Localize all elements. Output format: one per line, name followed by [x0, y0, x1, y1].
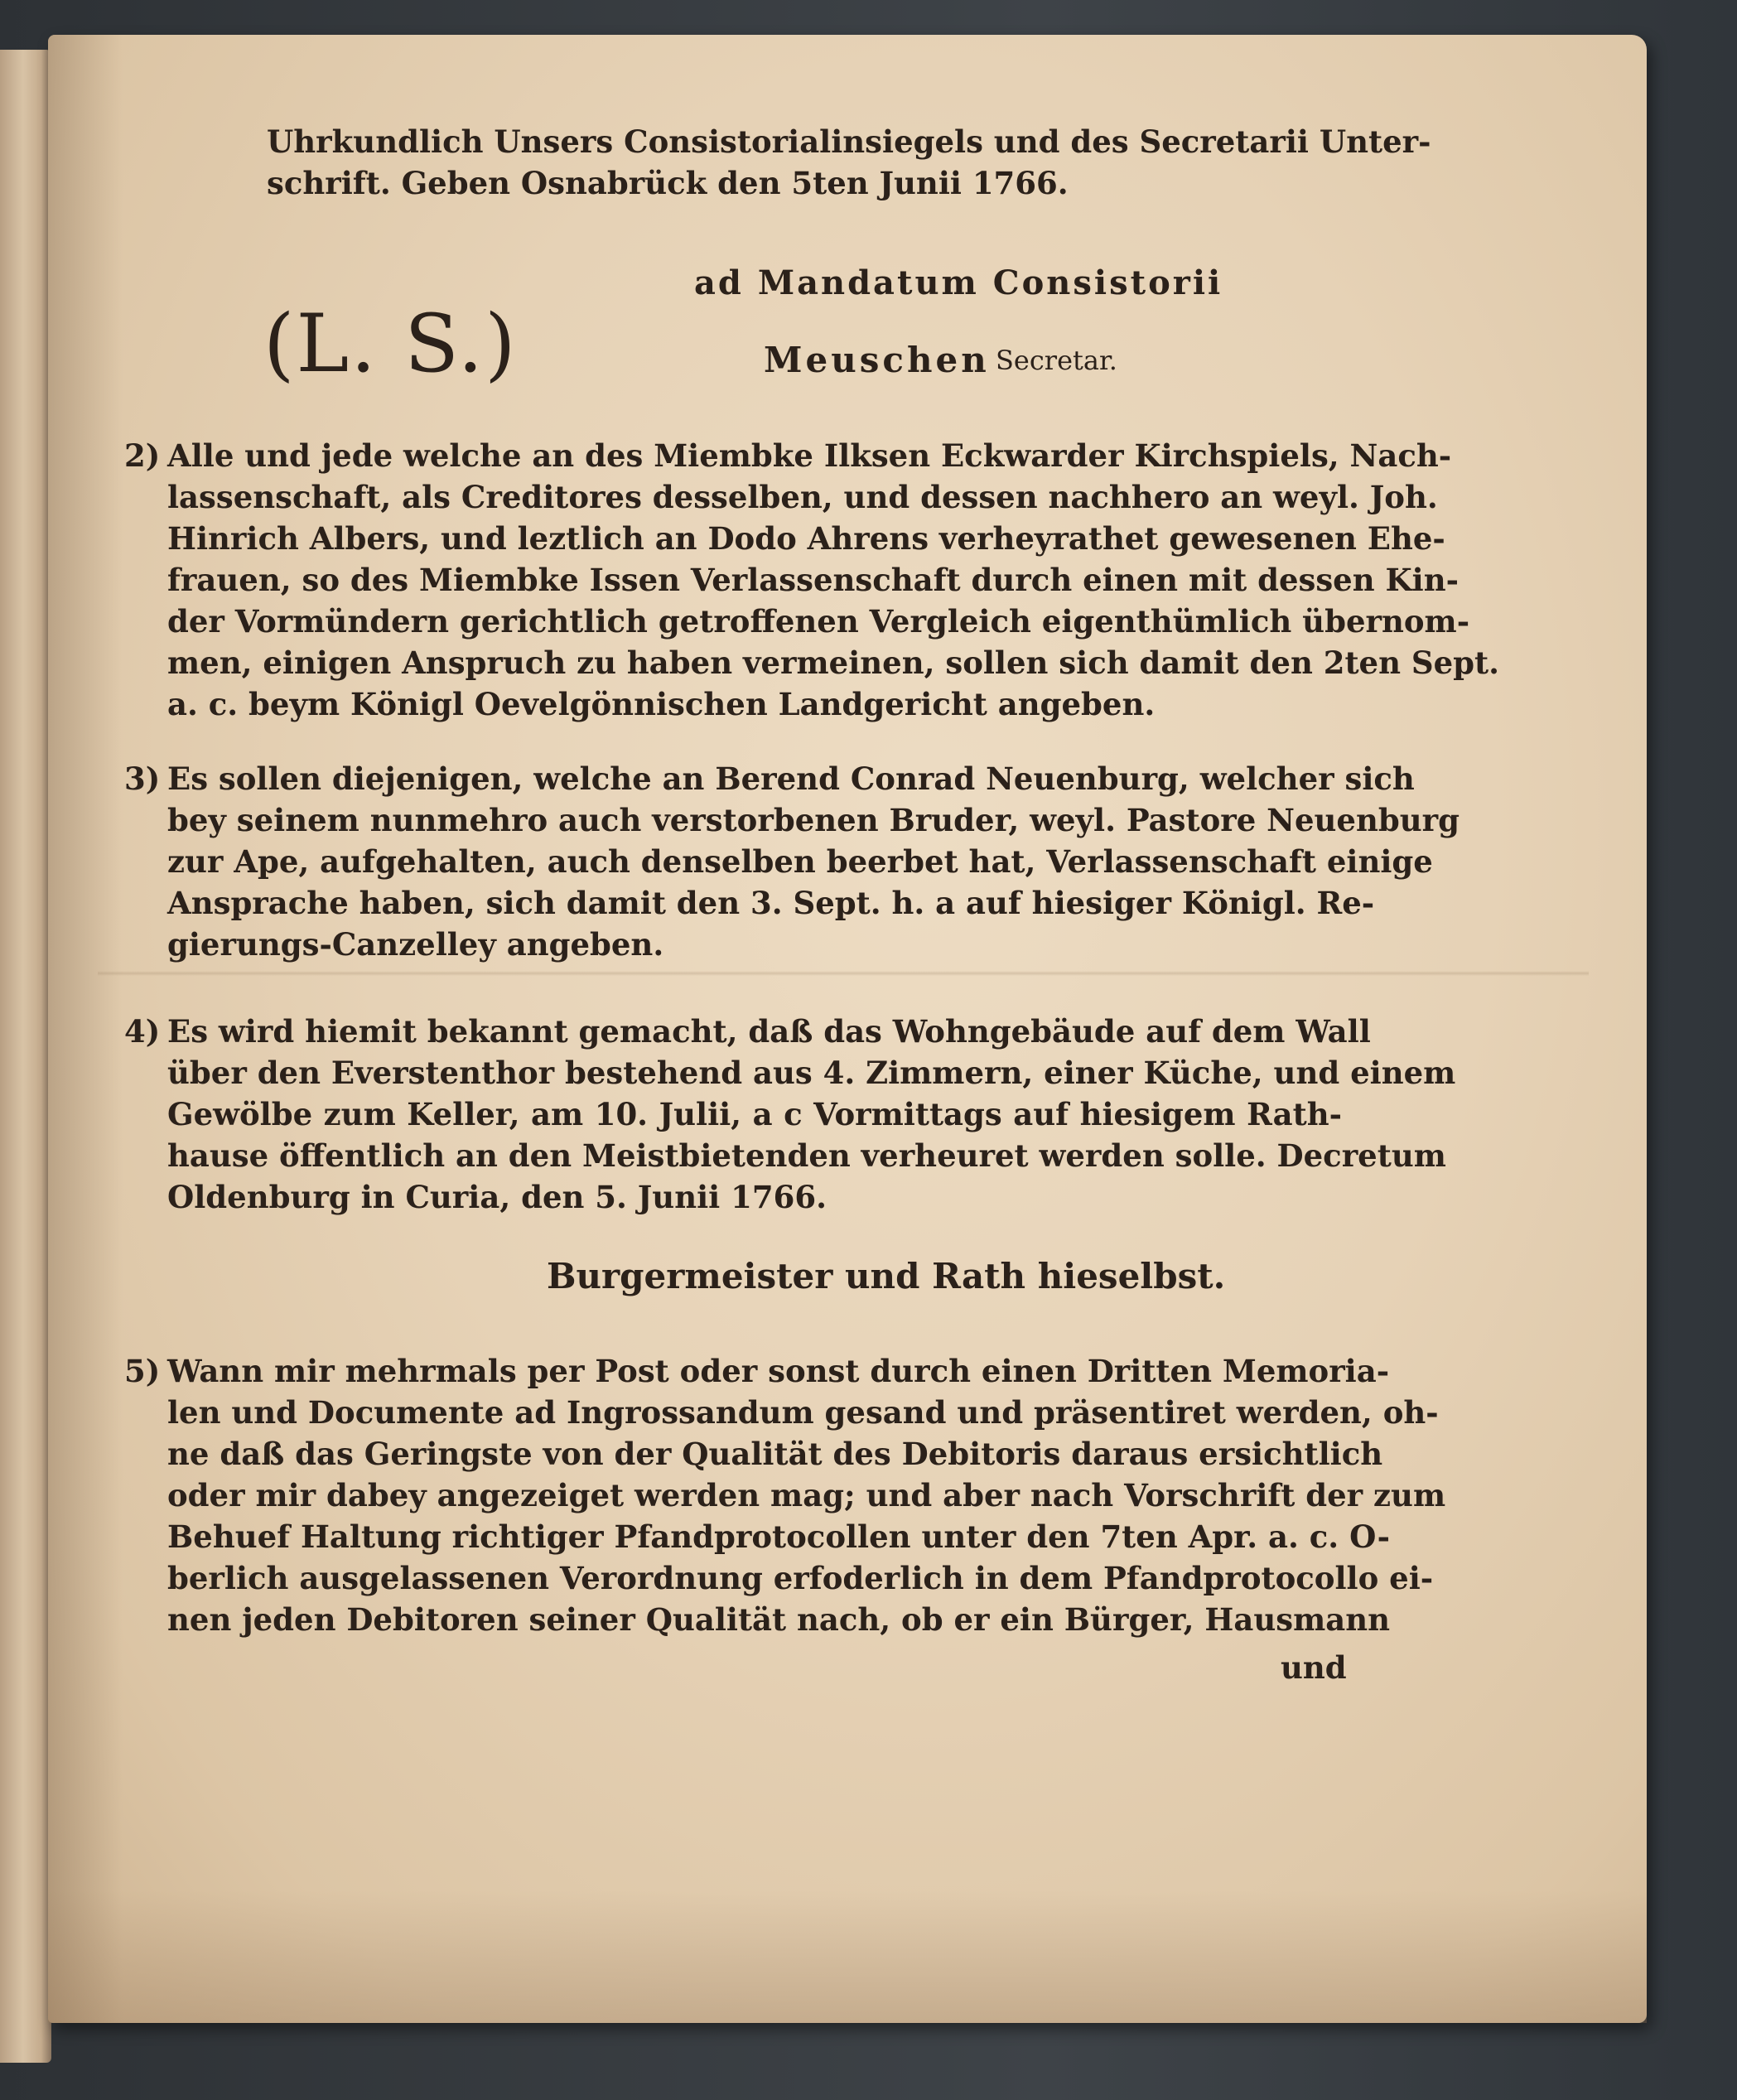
council-signature: Burgermeister und Rath hieselbst.	[547, 1256, 1226, 1296]
page-bottom-shadow	[48, 1890, 1647, 2023]
paragraph-5-line-2: len und Documente ad Ingrossandum gesand und präsentiret werden, oh-	[167, 1394, 1439, 1431]
left-page-edge	[0, 50, 51, 2063]
paragraph-2-line-1: Alle und jede welche an des Miembke Ilksen Eckwarder Kirchspiels, Nach-	[167, 437, 1452, 474]
paragraph-3	[124, 758, 1460, 965]
intro-text	[267, 121, 1431, 204]
secretary-title: Secretar.	[996, 345, 1117, 376]
paragraph-5-line-5: Behuef Haltung richtiger Pfandprotocollen unter den 7ten Apr. a. c. O-	[167, 1518, 1391, 1555]
paragraph-2	[124, 435, 1499, 725]
paragraph-5-line-6: berlich ausgelassenen Verordnung erfoderlich in dem Pfandprotocollo ei-	[167, 1560, 1434, 1596]
paragraph-5-line-1: Wann mir mehrmals per Post oder sonst durch einen Dritten Memoria-	[167, 1353, 1390, 1389]
paragraph-5-number: 5)	[124, 1353, 161, 1389]
paragraph-3-line-1: Es sollen diejenigen, welche an Berend Conrad Neuenburg, welcher sich	[167, 760, 1415, 797]
paragraph-4-line-1: Es wird hiemit bekannt gemacht, daß das Wohngebäude auf dem Wall	[167, 1013, 1371, 1050]
paragraph-3-line-3: zur Ape, aufgehalten, auch denselben beerbet hat, Verlassenschaft einige	[167, 843, 1433, 880]
paragraph-4	[124, 1011, 1456, 1218]
paragraph-5-line-7: nen jeden Debitoren seiner Qualität nach, ob er ein Bürger, Hausmann	[167, 1601, 1391, 1638]
paragraph-4-line-5: Oldenburg in Curia, den 5. Junii 1766.	[167, 1179, 827, 1215]
mandate-line: ad Mandatum Consistorii	[694, 263, 1223, 302]
paragraph-2-number: 2)	[124, 437, 161, 474]
paragraph-4-number: 4)	[124, 1013, 161, 1050]
paragraph-5	[124, 1350, 1446, 1640]
paragraph-4-line-3: Gewölbe zum Keller, am 10. Julii, a c Vormittags auf hiesigem Rath-	[167, 1096, 1342, 1132]
intro-line-1: Uhrkundlich Unsers Consistorialinsiegels und des Secretarii Unter-	[267, 123, 1431, 160]
paragraph-3-number: 3)	[124, 760, 161, 797]
paragraph-3-line-5: gierungs-Canzelley angeben.	[167, 926, 664, 963]
paragraph-3-line-2: bey seinem nunmehro auch verstorbenen Bruder, weyl. Pastore Neuenburg	[167, 802, 1460, 838]
paragraph-5-line-4: oder mir dabey angezeiget werden mag; und aber nach Vorschrift der zum	[167, 1477, 1446, 1513]
paragraph-2-line-6: men, einigen Anspruch zu haben vermeinen, sollen sich damit den 2ten Sept.	[167, 644, 1499, 681]
catchword: und	[1281, 1649, 1347, 1686]
paragraph-2-line-7: a. c. beym Königl Oevelgönnischen Landgericht angeben.	[167, 686, 1156, 722]
secretary-name: Meuschen	[764, 340, 990, 380]
paragraph-2-line-5: der Vormündern gerichtlich getroffenen Vergleich eigenthümlich übernom-	[167, 603, 1470, 640]
seal-mark: (L. S.)	[263, 297, 518, 390]
paragraph-2-line-2: lassenschaft, als Creditores desselben, und dessen nachhero an weyl. Joh.	[167, 479, 1438, 515]
paragraph-2-line-3: Hinrich Albers, und leztlich an Dodo Ahrens verheyrathet gewesenen Ehe-	[167, 520, 1445, 557]
page-gutter-shadow	[48, 35, 123, 2023]
paragraph-4-line-4: hause öffentlich an den Meistbietenden verheuret werden solle. Decretum	[167, 1137, 1446, 1174]
paragraph-5-line-3: ne daß das Geringste von der Qualität des Debitoris daraus ersichtlich	[167, 1436, 1383, 1472]
paper-fold-line	[98, 971, 1589, 976]
intro-line-2: schrift. Geben Osnabrück den 5ten Junii 1766.	[267, 165, 1069, 201]
paragraph-3-line-4: Ansprache haben, sich damit den 3. Sept. h. a auf hiesiger Königl. Re-	[167, 885, 1375, 921]
paragraph-4-line-2: über den Everstenthor bestehend aus 4. Zimmern, einer Küche, und einem	[167, 1055, 1456, 1091]
paragraph-2-line-4: frauen, so des Miembke Issen Verlassenschaft durch einen mit dessen Kin-	[167, 562, 1459, 598]
